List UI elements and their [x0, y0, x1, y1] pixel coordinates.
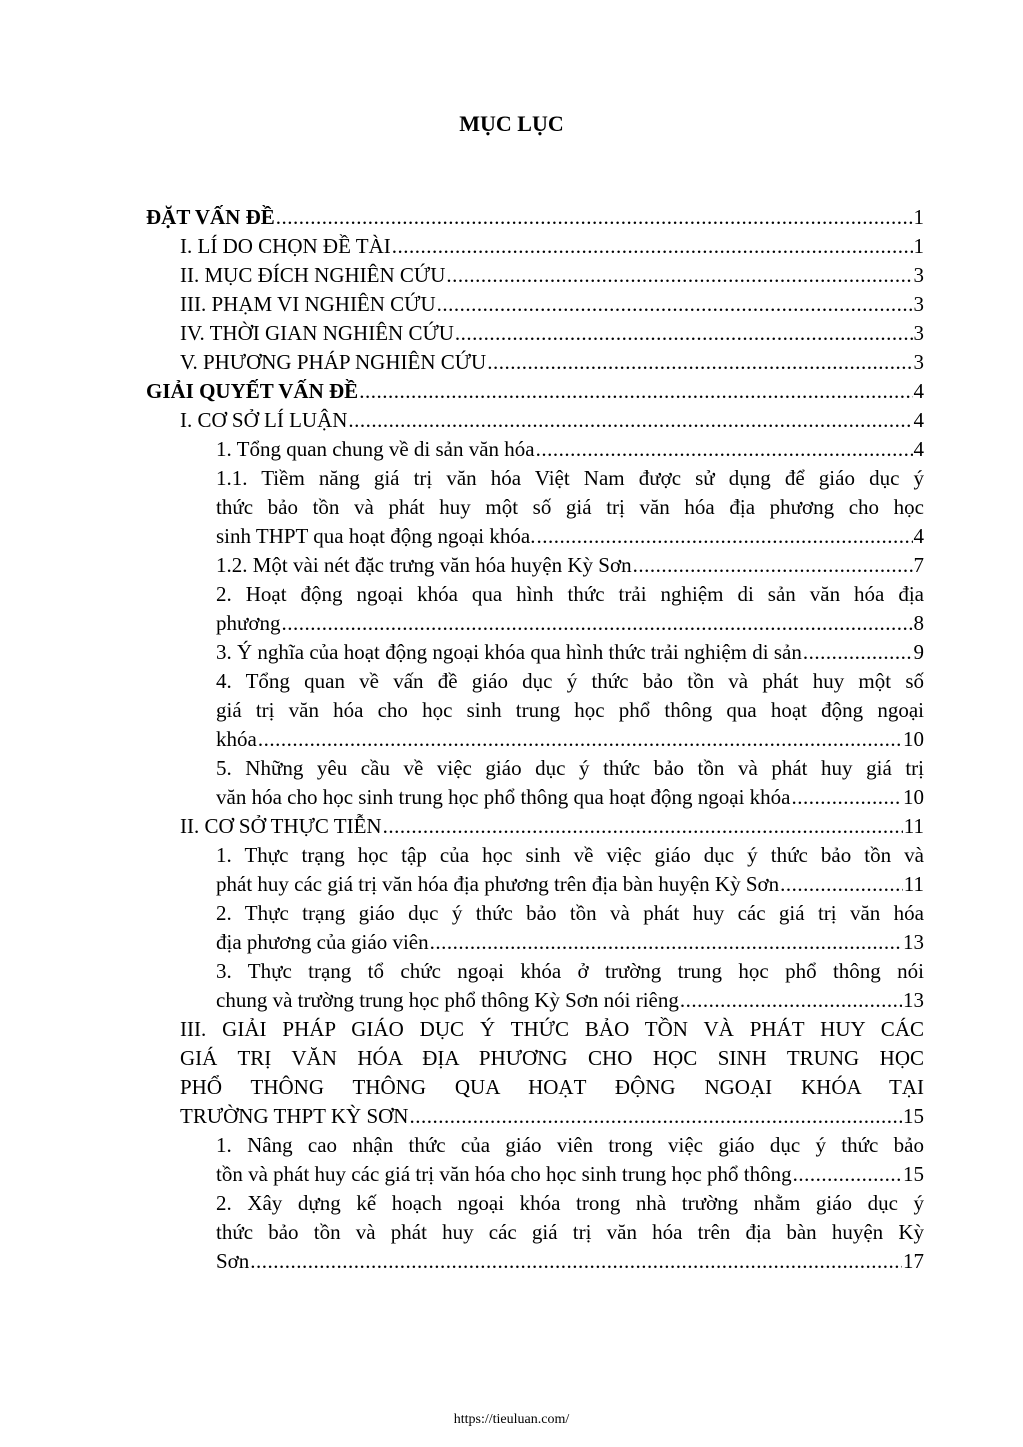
- toc-entry-title: ĐẶT VẤN ĐỀ: [146, 205, 275, 229]
- toc-entry-text-line: 5. Những yêu cầu về việc giáo dục ý thức bảo tồn và phát huy giá trị: [216, 756, 924, 780]
- toc-entry-text-line: thức bảo tồn và phát huy một số giá trị văn hóa địa phương cho học: [216, 495, 924, 519]
- dot-leader: [276, 203, 913, 232]
- dot-leader: [258, 725, 902, 754]
- toc-entry[interactable]: [146, 290, 924, 319]
- toc-page-number: 8: [913, 611, 924, 635]
- dot-leader: [536, 435, 913, 464]
- dot-leader: [250, 1247, 902, 1276]
- dot-leader: [487, 348, 912, 377]
- toc-entry[interactable]: [146, 435, 924, 464]
- toc-entry[interactable]: [146, 899, 924, 957]
- toc-entry[interactable]: [146, 377, 924, 406]
- toc-entry[interactable]: [146, 841, 924, 899]
- toc-entry-text-line: thức bảo tồn và phát huy các giá trị văn hóa trên địa bàn huyện Kỳ: [216, 1220, 924, 1244]
- toc-entry-title: V. PHƯƠNG PHÁP NGHIÊN CỨU: [180, 350, 487, 374]
- dot-leader: [392, 232, 913, 261]
- toc-entry-text-line: 4. Tổng quan về vấn đề giáo dục ý thức bảo tồn và phát huy một số: [216, 669, 924, 693]
- toc-page-number: 1: [913, 205, 924, 229]
- dot-leader: [282, 609, 913, 638]
- toc-page-number: 4: [913, 408, 924, 432]
- toc-entry[interactable]: [146, 1189, 924, 1276]
- toc-page-number: 15: [903, 1104, 924, 1128]
- toc-entry-text-line: 3. Thực trạng tổ chức ngoại khóa ở trường trung học phổ thông nói: [216, 959, 924, 983]
- toc-entry-title: TRƯỜNG THPT KỲ SƠN: [180, 1104, 409, 1128]
- dot-leader: [680, 986, 902, 1015]
- toc-entry-title: văn hóa cho học sinh trung học phổ thông qua hoạt động ngoại khóa: [216, 785, 791, 809]
- toc-entry-title: tồn và phát huy các giá trị văn hóa cho học sinh trung học phổ thông: [216, 1162, 792, 1186]
- toc-entry[interactable]: [146, 551, 924, 580]
- toc-entry-text-line: III. GIẢI PHÁP GIÁO DỤC Ý THỨC BẢO TỒN VÀ PHÁT HUY CÁC: [180, 1017, 924, 1041]
- toc-entry-title: Sơn: [216, 1249, 250, 1273]
- toc-entry-title: 1.2. Một vài nét đặc trưng văn hóa huyện Kỳ Sơn: [216, 553, 632, 577]
- toc-entry[interactable]: [146, 1131, 924, 1189]
- toc-page-number: 11: [903, 872, 924, 896]
- toc-entry-text-line: 1. Thực trạng học tập của học sinh về việc giáo dục ý thức bảo tồn và: [216, 843, 924, 867]
- toc-entry[interactable]: [146, 667, 924, 754]
- toc-entry-text-line: 1. Nâng cao nhận thức của giáo viên trong việc giáo dục ý thức bảo: [216, 1133, 924, 1157]
- dot-leader: [437, 290, 913, 319]
- toc-entry[interactable]: [146, 348, 924, 377]
- toc-page-number: 11: [903, 814, 924, 838]
- toc-page-number: 10: [903, 785, 924, 809]
- toc-entry-title: 3. Ý nghĩa của hoạt động ngoại khóa qua hình thức trải nghiệm di sản: [216, 640, 802, 664]
- toc-page-number: 17: [903, 1249, 924, 1273]
- page-title: MỤC LỤC: [459, 111, 564, 136]
- table-of-contents: [146, 203, 924, 1276]
- toc-entry-text-line: giá trị văn hóa cho học sinh trung học phổ thông qua hoạt động ngoại: [216, 698, 924, 722]
- dot-leader: [409, 1102, 902, 1131]
- toc-entry-title: II. MỤC ĐÍCH NGHIÊN CỨU: [180, 263, 446, 287]
- dot-leader: [780, 870, 903, 899]
- toc-page-number: 3: [913, 350, 924, 374]
- toc-page-number: 9: [913, 640, 924, 664]
- toc-entry-title: IV. THỜI GIAN NGHIÊN CỨU: [180, 321, 454, 345]
- toc-page-number: 3: [913, 263, 924, 287]
- dot-leader: [803, 638, 913, 667]
- toc-entry-title: I. LÍ DO CHỌN ĐỀ TÀI: [180, 234, 391, 258]
- toc-entry-text-line: 2. Xây dựng kế hoạch ngoại khóa trong nhà trường nhằm giáo dục ý: [216, 1191, 924, 1215]
- toc-entry-title: GIẢI QUYẾT VẤN ĐỀ: [146, 379, 359, 403]
- toc-entry[interactable]: [146, 1015, 924, 1131]
- toc-entry-title: khóa: [216, 727, 257, 751]
- toc-entry-text-line: PHỔ THÔNG THÔNG QUA HOẠT ĐỘNG NGOẠI KHÓA TẠI: [180, 1075, 924, 1099]
- toc-page-number: 1: [913, 234, 924, 258]
- toc-entry-title: phát huy các giá trị văn hóa địa phương trên địa bàn huyện Kỳ Sơn: [216, 872, 780, 896]
- toc-entry[interactable]: [146, 754, 924, 812]
- toc-entry-title: I. CƠ SỞ LÍ LUẬN: [180, 408, 348, 432]
- toc-entry[interactable]: [146, 203, 924, 232]
- toc-page-number: 7: [913, 553, 924, 577]
- dot-leader: [793, 1160, 902, 1189]
- toc-entry-title: phương: [216, 611, 281, 635]
- toc-page-number: 13: [903, 988, 924, 1012]
- toc-entry[interactable]: [146, 957, 924, 1015]
- dot-leader: [446, 261, 912, 290]
- toc-page-number: 3: [913, 292, 924, 316]
- toc-entry-text-line: 1.1. Tiềm năng giá trị văn hóa Việt Nam được sử dụng để giáo dục ý: [216, 466, 924, 490]
- toc-page-number: 4: [913, 437, 924, 461]
- toc-entry[interactable]: [146, 580, 924, 638]
- dot-leader: [383, 812, 903, 841]
- toc-page-number: 15: [903, 1162, 924, 1186]
- toc-page-number: 4: [913, 379, 924, 403]
- toc-entry[interactable]: [146, 638, 924, 667]
- toc-page-number: 4: [913, 524, 924, 548]
- toc-entry[interactable]: [146, 812, 924, 841]
- dot-leader: [536, 522, 912, 551]
- dot-leader: [791, 783, 902, 812]
- dot-leader: [455, 319, 913, 348]
- dot-leader: [348, 406, 912, 435]
- toc-entry-title: III. PHẠM VI NGHIÊN CỨU: [180, 292, 436, 316]
- dot-leader: [430, 928, 902, 957]
- toc-entry[interactable]: [146, 464, 924, 551]
- toc-page-number: 13: [903, 930, 924, 954]
- toc-entry[interactable]: [146, 261, 924, 290]
- toc-entry-text-line: GIÁ TRỊ VĂN HÓA ĐỊA PHƯƠNG CHO HỌC SINH TRUNG HỌC: [180, 1046, 924, 1070]
- toc-entry-text-line: 2. Hoạt động ngoại khóa qua hình thức trải nghiệm di sản văn hóa địa: [216, 582, 924, 606]
- toc-page-number: 10: [903, 727, 924, 751]
- toc-entry-text-line: 2. Thực trạng giáo dục ý thức bảo tồn và phát huy các giá trị văn hóa: [216, 901, 924, 925]
- toc-entry-title: địa phương của giáo viên: [216, 930, 429, 954]
- toc-entry[interactable]: [146, 319, 924, 348]
- toc-entry[interactable]: [146, 406, 924, 435]
- toc-page-number: 3: [913, 321, 924, 345]
- toc-entry-title: II. CƠ SỞ THỰC TIỄN: [180, 814, 382, 838]
- dot-leader: [359, 377, 912, 406]
- toc-entry-title: chung và trường trung học phổ thông Kỳ Sơn nói riêng: [216, 988, 679, 1012]
- dot-leader: [633, 551, 913, 580]
- footer-url: https://tieuluan.com/: [453, 1412, 570, 1427]
- toc-entry[interactable]: [146, 232, 924, 261]
- toc-entry-title: sinh THPT qua hoạt động ngoại khóa.: [216, 524, 536, 548]
- toc-entry-title: 1. Tổng quan chung về di sản văn hóa: [216, 437, 535, 461]
